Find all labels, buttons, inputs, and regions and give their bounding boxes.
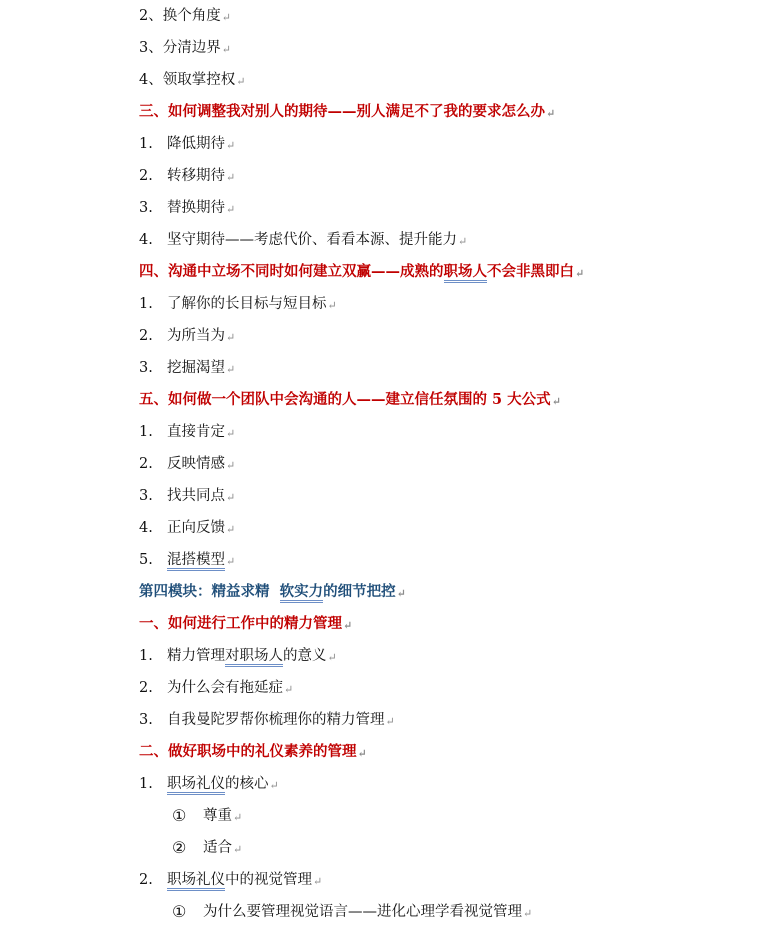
- item-number: 1.: [139, 424, 153, 440]
- module-text: 第四模块：精益求精: [139, 583, 280, 600]
- item-text: 为什么会有拖延症: [167, 680, 283, 696]
- item-text: 挖掘渴望: [167, 360, 225, 376]
- item-number: 2.: [139, 168, 153, 184]
- heading-text: 不会非黑即白: [487, 263, 574, 280]
- paragraph-mark-icon: ↵: [226, 139, 236, 152]
- paragraph-mark-icon: ↵: [226, 363, 236, 376]
- heading-text: 四、沟通中立场不同时如何建立双赢——成熟的: [139, 263, 444, 280]
- item-text: 的核心: [225, 776, 269, 792]
- underlined-term: 职场礼仪: [167, 776, 225, 795]
- paragraph-mark-icon: ↵: [357, 747, 367, 760]
- item-text: 转移期待: [167, 168, 225, 184]
- item-number: 1.: [139, 776, 153, 792]
- item-text: 尊重: [203, 808, 232, 824]
- item-text: 为什么要管理视觉语言——进化心理学看视觉管理: [203, 904, 522, 920]
- paragraph-mark-icon: ↵: [396, 587, 406, 600]
- item-text: 4、领取掌控权: [139, 72, 236, 88]
- paragraph-mark-icon: ↵: [236, 75, 246, 88]
- paragraph-mark-icon: ↵: [233, 843, 243, 856]
- paragraph-mark-icon: ↵: [226, 555, 236, 568]
- item-number: 3.: [139, 712, 153, 728]
- item-text: 反映情感: [167, 456, 225, 472]
- paragraph-mark-icon: ↵: [385, 715, 395, 728]
- item-text: 自我曼陀罗帮你梳理你的精力管理: [167, 712, 385, 728]
- underlined-term: 对职场人: [225, 648, 283, 667]
- item-text: 中的视觉管理: [225, 872, 312, 888]
- paragraph-mark-icon: ↵: [575, 267, 585, 280]
- item-number: 4.: [139, 232, 153, 248]
- module-text: 的细节把控: [323, 583, 396, 600]
- paragraph-mark-icon: ↵: [523, 907, 533, 920]
- item-text: 了解你的长目标与短目标: [167, 296, 327, 312]
- item-number: 1.: [139, 648, 153, 664]
- underlined-term: 职场人: [444, 263, 488, 283]
- paragraph-mark-icon: ↵: [226, 331, 236, 344]
- paragraph-mark-icon: ↵: [327, 299, 337, 312]
- paragraph-mark-icon: ↵: [551, 395, 561, 408]
- item-text: 替换期待: [167, 200, 225, 216]
- paragraph-mark-icon: ↵: [226, 171, 236, 184]
- paragraph-mark-icon: ↵: [221, 11, 231, 24]
- item-number: 5.: [139, 552, 153, 568]
- paragraph-mark-icon: ↵: [458, 235, 468, 248]
- paragraph-mark-icon: ↵: [233, 811, 243, 824]
- paragraph-mark-icon: ↵: [546, 107, 556, 120]
- circled-number: ②: [172, 838, 187, 857]
- item-text: 正向反馈: [167, 520, 225, 536]
- item-text: 找共同点: [167, 488, 225, 504]
- paragraph-mark-icon: ↵: [226, 459, 236, 472]
- paragraph-mark-icon: ↵: [226, 523, 236, 536]
- circled-number: ①: [172, 806, 187, 825]
- item-number: 4.: [139, 520, 153, 536]
- item-text: 3、分清边界: [139, 40, 221, 56]
- item-number: 3.: [139, 488, 153, 504]
- item-number: 3.: [139, 200, 153, 216]
- paragraph-mark-icon: ↵: [226, 203, 236, 216]
- item-text: 适合: [203, 840, 232, 856]
- item-text: 降低期待: [167, 136, 225, 152]
- item-number: 2.: [139, 328, 153, 344]
- heading-text: 一、如何进行工作中的精力管理: [139, 615, 342, 632]
- paragraph-mark-icon: ↵: [327, 651, 337, 664]
- item-text: 为所当为: [167, 328, 225, 344]
- item-text: 坚守期待——考虑代价、看看本源、提升能力: [167, 232, 457, 248]
- underlined-term: 职场礼仪: [167, 872, 225, 891]
- item-text: 精力管理: [167, 648, 225, 664]
- item-text: 混搭模型: [167, 552, 225, 571]
- underlined-term: 软实力: [280, 583, 324, 603]
- paragraph-mark-icon: ↵: [226, 427, 236, 440]
- item-number: 2.: [139, 456, 153, 472]
- item-text: 的意义: [283, 648, 327, 664]
- item-number: 1.: [139, 296, 153, 312]
- heading-text: 五、如何做一个团队中会沟通的人——建立信任氛围的 5 大公式: [139, 391, 551, 408]
- heading-text: 二、做好职场中的礼仪素养的管理: [139, 743, 357, 760]
- item-text: 2、换个角度: [139, 8, 221, 24]
- item-number: 2.: [139, 872, 153, 888]
- paragraph-mark-icon: ↵: [269, 779, 279, 792]
- item-number: 1.: [139, 136, 153, 152]
- paragraph-mark-icon: ↵: [226, 491, 236, 504]
- paragraph-mark-icon: ↵: [221, 43, 231, 56]
- heading-text: 三、如何调整我对别人的期待——别人满足不了我的要求怎么办: [139, 103, 545, 120]
- paragraph-mark-icon: ↵: [313, 875, 323, 888]
- item-number: 3.: [139, 360, 153, 376]
- circled-number: ①: [172, 902, 187, 921]
- paragraph-mark-icon: ↵: [343, 619, 353, 632]
- item-number: 2.: [139, 680, 153, 696]
- paragraph-mark-icon: ↵: [284, 683, 294, 696]
- item-text: 直接肯定: [167, 424, 225, 440]
